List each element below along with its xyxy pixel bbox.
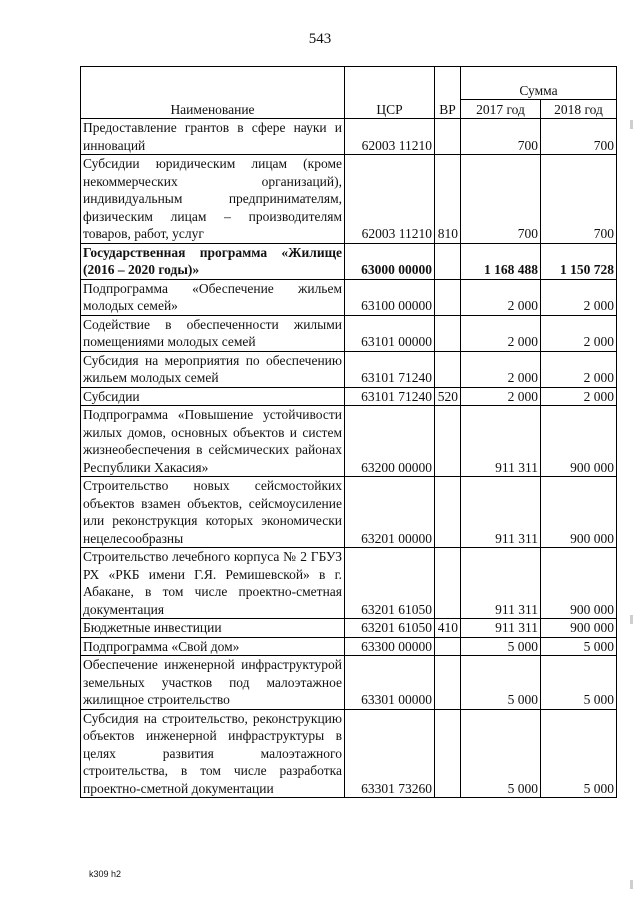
row-sum-2017: 2 000 — [461, 351, 541, 387]
footer-code: k309 h2 — [89, 869, 122, 879]
header-name: Наименование — [81, 67, 345, 119]
row-vr — [435, 477, 461, 548]
row-code: 62003 11210 — [345, 155, 435, 244]
table-row — [81, 315, 617, 351]
row-sum-2018: 5 000 — [541, 656, 617, 710]
row-sum-2017: 5 000 — [461, 637, 541, 656]
row-name: Подпрограмма «Свой дом» — [81, 637, 345, 656]
row-code: 63101 71240 — [345, 351, 435, 387]
row-name: Бюджетные инвестиции — [81, 619, 345, 638]
row-name: Субсидии — [81, 387, 345, 406]
row-sum-2017: 1 168 488 — [461, 243, 541, 279]
row-sum-2018: 900 000 — [541, 619, 617, 638]
row-code: 63000 00000 — [345, 243, 435, 279]
row-vr: 410 — [435, 619, 461, 638]
row-sum-2017: 2 000 — [461, 315, 541, 351]
row-vr — [435, 406, 461, 477]
table-row — [81, 155, 617, 244]
row-sum-2017: 2 000 — [461, 279, 541, 315]
row-vr: 520 — [435, 387, 461, 406]
row-vr: 810 — [435, 155, 461, 244]
row-sum-2018: 900 000 — [541, 406, 617, 477]
table-row — [81, 406, 617, 477]
scan-edge-mark — [630, 120, 633, 129]
header-sum: Сумма — [461, 67, 617, 100]
row-sum-2018: 900 000 — [541, 548, 617, 619]
row-sum-2018: 2 000 — [541, 279, 617, 315]
page-number: 543 — [308, 31, 332, 47]
header-year-2018: 2018 год — [541, 100, 617, 119]
row-sum-2018: 2 000 — [541, 387, 617, 406]
row-name: Содействие в обеспеченности жилыми помещениями молодых семей — [81, 315, 345, 351]
row-code: 63201 00000 — [345, 477, 435, 548]
row-vr — [435, 637, 461, 656]
row-name: Субсидия на строительство, реконструкцию объектов инженерной инфраструктуры в целях развития малоэтажного строительства, в том числе разработка проектно-сметной документации — [81, 709, 345, 798]
row-sum-2018: 5 000 — [541, 637, 617, 656]
row-code: 63101 71240 — [345, 387, 435, 406]
row-name: Субсидия на мероприятия по обеспечению жильем молодых семей — [81, 351, 345, 387]
row-sum-2017: 5 000 — [461, 656, 541, 710]
row-vr — [435, 351, 461, 387]
row-sum-2018: 700 — [541, 119, 617, 155]
row-sum-2017: 2 000 — [461, 387, 541, 406]
row-name: Строительство новых сейсмостойких объектов взамен объектов, сейсмоусиление или реконструкция которых экономически нецелесообразны — [81, 477, 345, 548]
row-vr — [435, 279, 461, 315]
row-code: 63300 00000 — [345, 637, 435, 656]
scan-edge-mark — [630, 615, 633, 624]
table-body — [81, 119, 617, 798]
row-vr — [435, 709, 461, 798]
row-code: 63201 61050 — [345, 548, 435, 619]
row-name: Обеспечение инженерной инфраструктурой земельных участков под малоэтажное жилищное строительство — [81, 656, 345, 710]
table-row — [81, 656, 617, 710]
table-row — [81, 548, 617, 619]
table-row — [81, 637, 617, 656]
scan-edge-mark — [630, 880, 633, 889]
row-code: 63100 00000 — [345, 279, 435, 315]
row-code: 63101 00000 — [345, 315, 435, 351]
table-row — [81, 709, 617, 798]
row-vr — [435, 548, 461, 619]
row-code: 63301 00000 — [345, 656, 435, 710]
row-code: 63301 73260 — [345, 709, 435, 798]
row-code: 63201 61050 — [345, 619, 435, 638]
row-sum-2017: 5 000 — [461, 709, 541, 798]
row-sum-2017: 911 311 — [461, 477, 541, 548]
row-name: Субсидии юридическим лицам (кроме некоммерческих организаций), индивидуальным предпринимателям, физическим лицам – производителям товаров, работ, услуг — [81, 155, 345, 244]
header-code: ЦСР — [345, 67, 435, 119]
row-sum-2018: 2 000 — [541, 351, 617, 387]
table-row — [81, 477, 617, 548]
table-row — [81, 243, 617, 279]
row-name: Государственная программа «Жилище (2016 – 2020 годы)» — [81, 243, 345, 279]
row-sum-2018: 900 000 — [541, 477, 617, 548]
row-name: Подпрограмма «Обеспечение жильем молодых семей» — [81, 279, 345, 315]
row-vr — [435, 119, 461, 155]
row-sum-2017: 700 — [461, 119, 541, 155]
row-sum-2018: 5 000 — [541, 709, 617, 798]
row-name: Строительство лечебного корпуса № 2 ГБУЗ РХ «РКБ имени Г.Я. Ремишевской» в г. Абакане, в том числе проектно-сметная документация — [81, 548, 345, 619]
row-sum-2017: 911 311 — [461, 406, 541, 477]
row-vr — [435, 243, 461, 279]
table-row — [81, 279, 617, 315]
row-sum-2018: 2 000 — [541, 315, 617, 351]
row-sum-2017: 911 311 — [461, 619, 541, 638]
table-row — [81, 351, 617, 387]
row-vr — [435, 656, 461, 710]
table-row — [81, 387, 617, 406]
row-sum-2018: 700 — [541, 155, 617, 244]
table-row — [81, 119, 617, 155]
row-sum-2017: 700 — [461, 155, 541, 244]
row-vr — [435, 315, 461, 351]
header-year-2017: 2017 год — [461, 100, 541, 119]
row-code: 62003 11210 — [345, 119, 435, 155]
row-name: Подпрограмма «Повышение устойчивости жилых домов, основных объектов и систем жизнеобеспечения в сейсмических районах Республики Хакасия» — [81, 406, 345, 477]
row-sum-2017: 911 311 — [461, 548, 541, 619]
table-row — [81, 619, 617, 638]
budget-table — [80, 66, 617, 798]
row-name: Предоставление грантов в сфере науки и инноваций — [81, 119, 345, 155]
row-sum-2018: 1 150 728 — [541, 243, 617, 279]
header-vr: ВР — [435, 67, 461, 119]
row-code: 63200 00000 — [345, 406, 435, 477]
